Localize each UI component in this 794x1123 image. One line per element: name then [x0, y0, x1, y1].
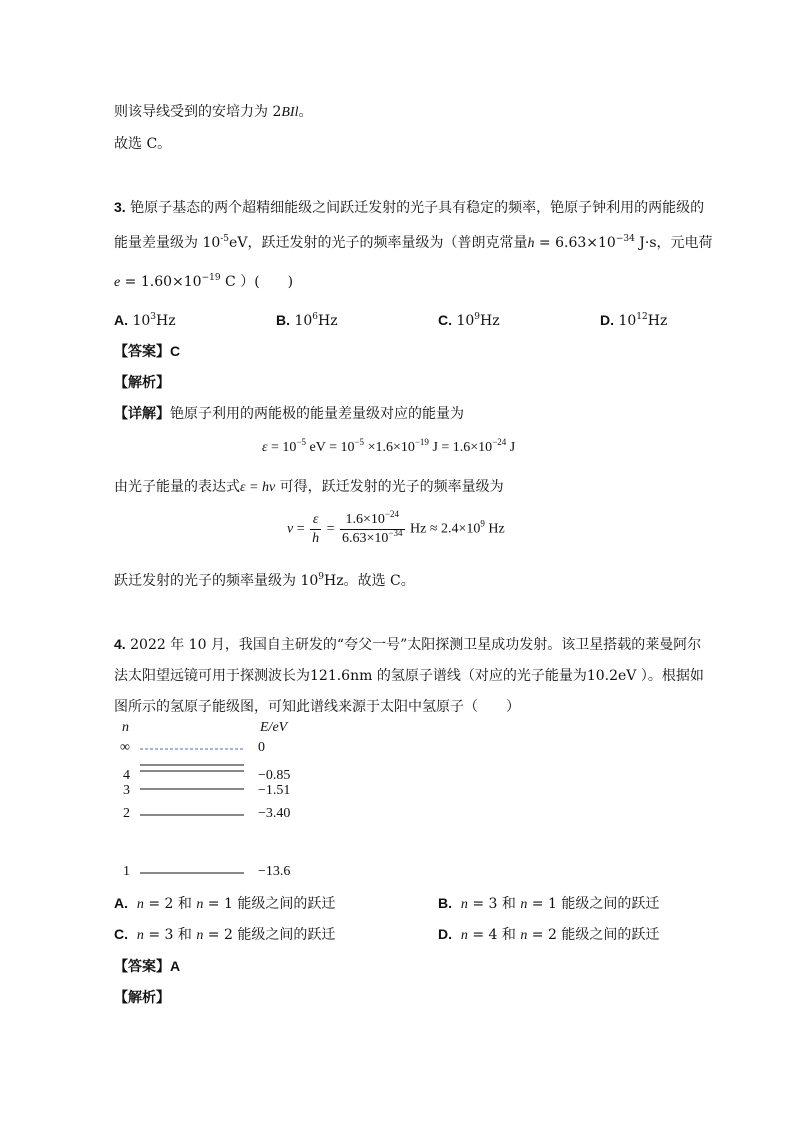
eq1-part: J [506, 440, 516, 455]
option-label: B. [438, 895, 452, 911]
q4-number: 4. [114, 636, 126, 652]
energy-level-lines [114, 720, 354, 890]
eq1-exp: −5 [296, 437, 307, 447]
answer-tag: 【答案】 [114, 958, 170, 974]
intro-line-2 [114, 134, 171, 154]
frac-num-base: 1.6×10 [345, 512, 385, 527]
eq1-part: eV = 10 [306, 440, 355, 455]
q3-stem-2d: J·s，元电荷 [634, 235, 713, 251]
q3-answer [114, 341, 180, 361]
analysis-tag: 【解析】 [114, 989, 170, 1005]
eq1-exp: −19 [414, 437, 429, 447]
option-var: n [196, 928, 204, 943]
equation-energy [262, 437, 516, 456]
eq2-tail-unit: Hz [484, 521, 505, 537]
q4-option-b[interactable] [438, 893, 659, 915]
option-label: C. [114, 926, 128, 942]
option-text: = 3 和 [143, 927, 197, 943]
option-base: 10 [456, 313, 475, 329]
frac-den-base: 6.63×10 [342, 531, 389, 546]
q3-option-a[interactable] [114, 310, 176, 331]
level-n-1: 1 [123, 864, 130, 879]
eq2-tail-exp: 9 [480, 518, 485, 529]
conclusion-exp: 9 [318, 572, 324, 582]
option-exp: 3 [150, 312, 157, 322]
q3-number: 3. [114, 199, 126, 215]
q4-answer [114, 956, 180, 976]
frac-numerator: ε [310, 512, 321, 530]
level-n-2: 2 [123, 806, 130, 821]
option-text: = 2 能级之间的跃迁 [527, 927, 660, 943]
option-exp: 12 [636, 312, 648, 322]
q4-option-a[interactable] [114, 893, 335, 915]
q3-line-2 [114, 233, 713, 254]
level-n-infinity: ∞ [120, 740, 130, 755]
option-label: B. [276, 312, 290, 328]
option-text: = 3 和 [467, 896, 521, 912]
detail-tag: 【详解】 [114, 405, 170, 421]
intro-period: 。 [298, 104, 313, 120]
q3-analysis-tag [114, 372, 170, 392]
q3-option-c[interactable] [438, 310, 500, 331]
q4-analysis-tag [114, 987, 170, 1007]
energy-axis-text: E/eV [260, 720, 288, 735]
equation-frequency [287, 509, 505, 547]
q4-stem-2: 法太阳望远镜可用于探测波长为121.6nm 的氢原子谱线（对应的光子能量为10.2eV ）。根据如 [114, 668, 704, 684]
option-text: = 2 和 [143, 896, 197, 912]
q3-detail [114, 403, 464, 424]
option-base: 10 [132, 313, 151, 329]
eq1-exp: −5 [354, 437, 365, 447]
q3-stem-1: 铯原子基态的两个超精细能级之间跃迁发射的光子具有稳定的频率，铯原子钟利用的两能级的 [130, 200, 705, 216]
option-var: n [460, 897, 468, 912]
mid-text-b: 可得，跃迁发射的光子的频率量级为 [275, 479, 504, 495]
level-n-4: 4 [123, 768, 130, 783]
eq1-part: J = 1.6×10 [428, 440, 493, 455]
eq1-part: ×1.6×10 [364, 440, 415, 455]
q3-stem-3b: C ）( ) [220, 274, 294, 290]
q3-exp-2: −34 [615, 234, 635, 244]
eq1-lhs: ε [262, 440, 268, 455]
eq2-lhs: ν [287, 521, 294, 537]
option-text: = 1 能级之间的跃迁 [203, 896, 336, 912]
option-label: D. [438, 926, 452, 942]
n-axis-label: n [122, 720, 129, 735]
option-exp: 6 [312, 312, 319, 322]
option-label: C. [438, 312, 452, 328]
level-e-1: −13.6 [258, 864, 291, 879]
option-unit: Hz [318, 313, 338, 329]
intro-text: 则该导线受到的安培力为 2 [114, 104, 282, 120]
detail-text: 铯原子利用的两能极的能量差量级对应的能量为 [170, 406, 464, 422]
option-text: = 2 能级之间的跃迁 [203, 927, 336, 943]
q3-line-3 [114, 272, 293, 293]
q3-mid-text [114, 477, 504, 498]
option-unit: Hz [480, 313, 500, 329]
option-base: 10 [618, 313, 637, 329]
level-n-3: 3 [123, 783, 130, 798]
option-var: n [520, 928, 528, 943]
answer-value: A [170, 958, 181, 974]
frac-den-exp: −34 [388, 528, 403, 538]
frac-denominator: h [312, 531, 320, 546]
q3-stem-2b: eV，跃迁发射的光子的频率量级为（普朗克常量 [229, 235, 528, 251]
frac-denominator [340, 530, 404, 547]
q3-planck-symbol: h [527, 236, 535, 251]
q3-conclusion [114, 571, 415, 591]
conclusion-text: 跃迁发射的光子的频率量级为 10 [114, 573, 319, 589]
option-text: = 1 能级之间的跃迁 [527, 896, 660, 912]
eq1-part: = 10 [267, 440, 297, 455]
eq2-fraction-2 [340, 509, 404, 547]
mid-text-a: 由光子能量的表达式 [114, 479, 240, 495]
level-e-2: −3.40 [258, 806, 291, 821]
q3-line-1 [114, 197, 704, 218]
level-e-4: −0.85 [258, 768, 291, 783]
q3-stem-2c: = 6.63×10 [534, 235, 616, 251]
option-var: n [196, 897, 204, 912]
q3-exp-1: -5 [220, 234, 230, 244]
eq1-exp: −24 [492, 437, 507, 447]
q3-charge-symbol: e [114, 275, 121, 290]
eq2-equals: = [323, 521, 339, 537]
option-text: = 4 和 [467, 927, 521, 943]
option-var: n [136, 897, 144, 912]
option-var: n [460, 928, 468, 943]
q3-stem-2a: 能量差量级为 10 [114, 235, 221, 251]
option-unit: Hz [647, 313, 668, 329]
q3-option-d[interactable] [600, 310, 667, 331]
option-exp: 9 [474, 312, 481, 322]
energy-level-diagram [114, 720, 354, 890]
answer-tag: 【答案】 [114, 343, 170, 359]
analysis-tag: 【解析】 [114, 374, 170, 390]
q4-option-d[interactable] [438, 924, 659, 946]
option-var: n [136, 928, 144, 943]
conclusion-tail: Hz。故选 C。 [324, 573, 415, 589]
eq2-tail: Hz ≈ 2.4×10 [406, 521, 481, 537]
intro-variable: BIl [281, 105, 299, 120]
mid-expression: ε = hν [240, 480, 276, 495]
frac-num-exp: −24 [384, 509, 400, 519]
q4-stem-3: 图所示的氢原子能级图，可知此谱线来源于太阳中氢原子（ ） [114, 699, 520, 715]
answer-value: C [170, 343, 181, 359]
option-label: A. [114, 312, 128, 328]
option-label: A. [114, 895, 128, 911]
option-label: D. [600, 312, 614, 328]
option-unit: Hz [156, 313, 176, 329]
level-e-3: −1.51 [258, 783, 291, 798]
q3-exp-3: −19 [201, 273, 221, 283]
q4-line-2 [114, 666, 704, 686]
eq2-equals: = [293, 521, 309, 537]
intro-answer-text: 故选 C。 [114, 136, 172, 152]
q4-option-c[interactable] [114, 924, 335, 946]
intro-line-1 [114, 102, 312, 123]
option-var: n [520, 897, 528, 912]
q4-line-3 [114, 697, 520, 717]
q3-option-b[interactable] [276, 310, 338, 331]
q3-stem-3a: = 1.60×10 [120, 274, 202, 290]
q4-line-1 [114, 634, 701, 655]
q4-stem-1: 2022 年 10 月，我国自主研发的“夸父一号”太阳探测卫星成功发射。该卫星搭载的莱曼阿尔 [130, 637, 702, 653]
option-base: 10 [294, 313, 313, 329]
eq2-fraction-1 [310, 512, 321, 547]
level-e-infinity: 0 [258, 740, 265, 755]
